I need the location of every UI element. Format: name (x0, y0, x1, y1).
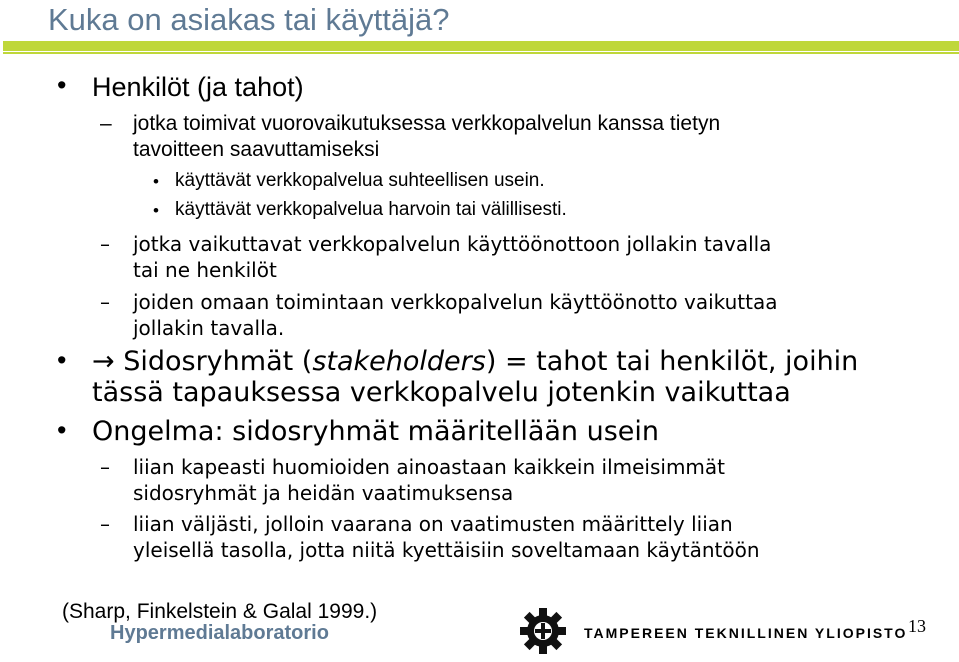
title-accent-bar (3, 41, 959, 51)
sub-item-text: joiden omaan toimintaan verkkopalvelun käyttöönotto vaikuttaa (133, 290, 778, 314)
subsub-item-text: käyttävät verkkopalvelua harvoin tai välillisesti. (175, 199, 567, 220)
bullet-dot: • (57, 345, 67, 375)
citation: (Sharp, Finkelstein & Galal 1999.) (62, 600, 378, 623)
dash-marker: – (100, 290, 110, 314)
bullet-ongelma: Ongelma: sidosryhmät määritellään usein (92, 416, 660, 447)
sub-item-text: liian kapeasti huomioiden ainoastaan kaikkein ilmeisimmät (133, 455, 726, 479)
arrow-icon: → (92, 346, 115, 377)
sub-item-text: jotka vaikuttavat verkkopalvelun käyttöönottoon jollakin tavalla (133, 232, 772, 256)
bullet-sidosryhmat (92, 346, 858, 377)
bullet-text: Sidosryhmät ( (123, 346, 313, 377)
dash-marker: – (100, 232, 110, 256)
bullet-continuation: tässä tapauksessa verkkopalvelu jotenkin vaikuttaa (92, 377, 791, 408)
bullet-text: ) = tahot tai henkilöt, joihin (485, 346, 859, 377)
dash-marker: – (100, 112, 112, 135)
small-bullet-dot: • (153, 201, 159, 220)
small-bullet-dot: • (153, 172, 159, 191)
gear-logo-icon (518, 606, 568, 656)
sub-item-text: jotka toimivat vuorovaikutuksessa verkkopalvelun kanssa tietyn (133, 112, 721, 135)
sub-item-text: tai ne henkilöt (133, 258, 277, 282)
lab-name: Hypermedialaboratorio (110, 622, 329, 644)
dash-marker: – (100, 512, 110, 536)
subsub-item-text: käyttävät verkkopalvelua suhteellisen usein. (175, 170, 545, 191)
page-number: 13 (908, 616, 926, 636)
bullet-dot: • (57, 415, 67, 445)
title-accent-line (3, 52, 959, 54)
sub-item-text: yleisellä tasolla, jotta niitä kyettäisiin soveltamaan käytäntöön (133, 538, 760, 562)
sub-item-text: tavoitteen saavuttamiseksi (133, 138, 380, 161)
bullet-dot: • (57, 70, 67, 100)
sub-item-text: jollakin tavalla. (133, 316, 285, 340)
bullet-henkilot: Henkilöt (ja tahot) (92, 72, 304, 102)
slide-title: Kuka on asiakas tai käyttäjä? (48, 2, 450, 37)
dash-marker: – (100, 455, 110, 479)
sub-item-text: sidosryhmät ja heidän vaatimuksensa (133, 481, 514, 505)
sub-item-text: liian väljästi, jolloin vaarana on vaatimusten määrittely liian (133, 512, 733, 536)
university-name: TAMPEREEN TEKNILLINEN YLIOPISTO (584, 625, 908, 641)
bullet-italic-term: stakeholders (312, 346, 486, 377)
